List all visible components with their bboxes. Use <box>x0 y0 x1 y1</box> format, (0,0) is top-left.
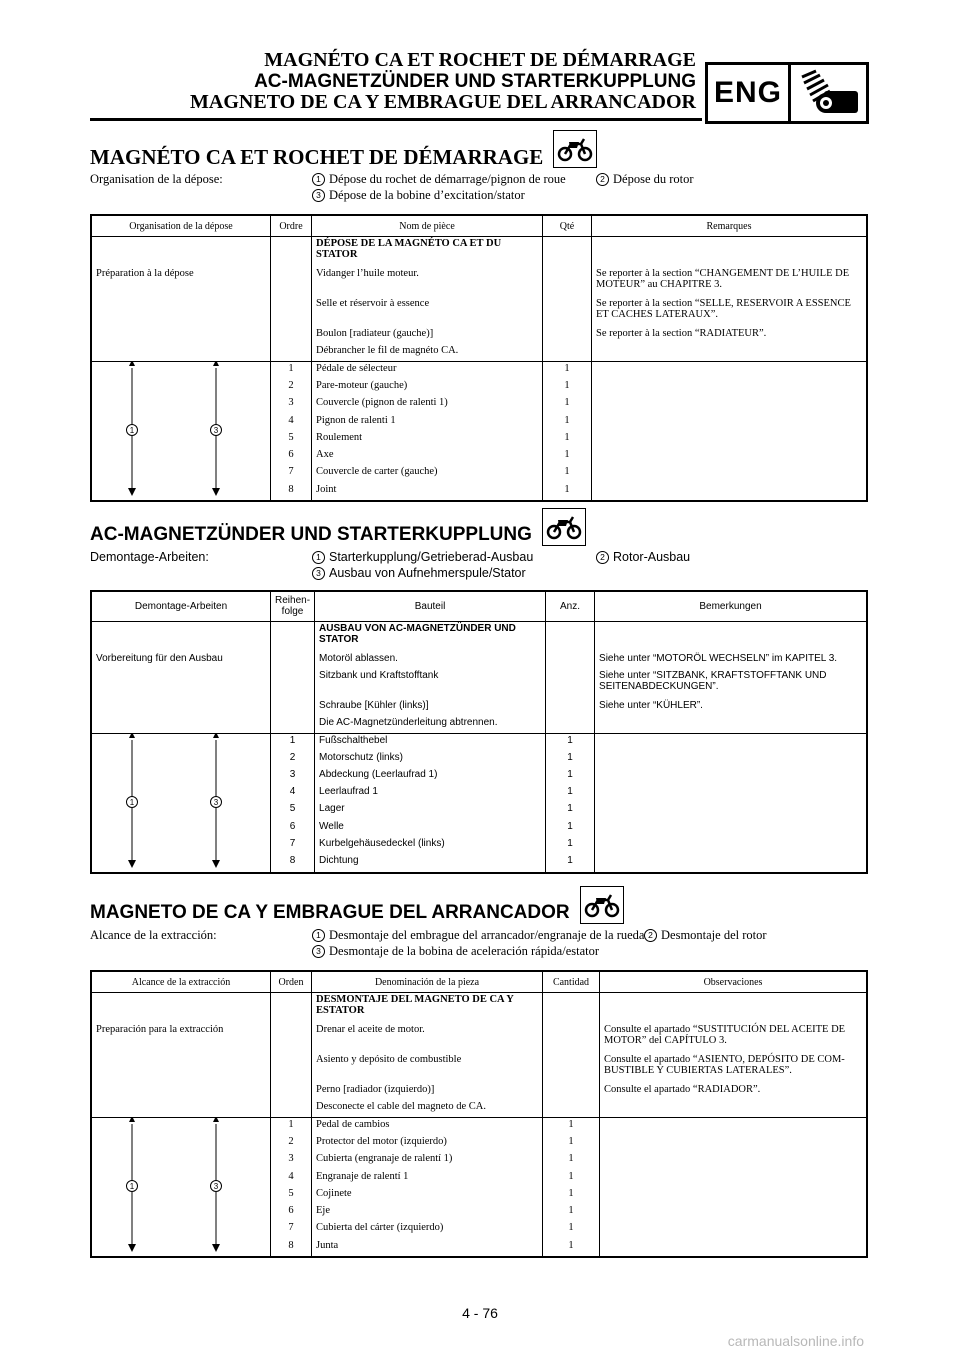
motorcycle-icon <box>580 886 624 924</box>
table-row: 5 Roulement 1 <box>91 431 867 448</box>
eng-badge-label: ENG <box>708 65 791 121</box>
arrow-label-3: 3 <box>213 797 219 807</box>
eng-badge <box>705 62 869 124</box>
header-rule <box>90 118 702 121</box>
motorcycle-icon <box>542 508 586 546</box>
table-row: 5 Cojinete 1 <box>91 1187 867 1204</box>
step-3: 3 Dépose de la bobine d’excitation/stator <box>312 188 525 203</box>
table-row: Vorbereitung für den Ausbau Motoröl ablassen. Siehe unter “MOTORÖL WECHSELN” im KAPITEL 3. <box>91 652 867 669</box>
arrow-label-1: 1 <box>129 1182 135 1191</box>
table-row: 2 Pare-moteur (gauche) 1 <box>91 379 867 396</box>
section-title: AC-MAGNETZÜNDER UND STARTERKUPPLUNG <box>90 524 532 545</box>
table-row: 7 Cubierta del cárter (izquierdo) 1 <box>91 1221 867 1238</box>
removal-steps <box>90 172 868 208</box>
table-row: Schraube [Kühler (links)] Siehe unter “KÜHLER”. <box>91 699 867 716</box>
table-row: 1 3 1 Fußschalthebel 1 <box>91 733 867 751</box>
table-row: 4 Engranaje de ralentí 1 1 <box>91 1170 867 1187</box>
removal-order-arrows <box>91 362 271 502</box>
table-row: 4 Pignon de ralenti 1 1 <box>91 414 867 431</box>
page-header-titles <box>190 50 696 113</box>
watermark: carmanualsonline.info <box>727 1333 864 1349</box>
table-row: 2 Protector del motor (izquierdo) 1 <box>91 1135 867 1152</box>
page-number: 4 - 76 <box>462 1305 498 1321</box>
table-row: DÉPOSE DE LA MAGNÉTO CA ET DU STATOR <box>91 237 867 268</box>
removal-steps <box>90 928 868 964</box>
step-3: 3 Desmontaje de la bobina de aceleración rápida/estator <box>312 944 599 959</box>
arrow-label-3: 3 <box>213 426 219 435</box>
header-title-es: MAGNETO DE CA Y EMBRAGUE DEL ARRANCADOR <box>190 91 696 113</box>
removal-order-arrows <box>91 1118 271 1258</box>
steps-label: Alcance de la extracción: <box>90 928 217 942</box>
step-1: 1 Starterkupplung/Getrieberad-Ausbau <box>312 550 533 564</box>
steps-label: Organisation de la dépose: <box>90 172 223 186</box>
section-de <box>90 502 868 867</box>
step-1: 1 Desmontaje del embrague del arrancador/engranaje de la rueda <box>312 928 644 943</box>
table-row: Selle et réservoir à essence Se reporter à la section “SELLE, RESERVOIR A ESSENCE ET CACHES LATERAUX”. <box>91 297 867 327</box>
table-row: 5 Lager 1 <box>91 802 867 819</box>
table-row: 8 Dichtung 1 <box>91 854 867 872</box>
arrow-label-1: 1 <box>129 797 135 807</box>
table-header: Organisation de la dépose Ordre Nom de pièce Qté Remarques <box>91 215 867 237</box>
table-row: Boulon [radiateur (gauche)] Se reporter à la section “RADIATEUR”. <box>91 327 867 344</box>
removal-steps <box>90 550 868 586</box>
section-es <box>90 880 868 1251</box>
parts-table <box>90 214 868 502</box>
table-row: 6 Axe 1 <box>91 448 867 465</box>
table-row: 8 Junta 1 <box>91 1239 867 1257</box>
steps-label: Demontage-Arbeiten: <box>90 550 209 564</box>
section-fr <box>90 124 868 495</box>
arrow-label-1: 1 <box>129 426 135 435</box>
header-title-de: AC-MAGNETZÜNDER UND STARTERKUPPLUNG <box>254 71 696 92</box>
step-3: 3 Ausbau von Aufnehmerspule/Stator <box>312 566 526 580</box>
step-2: 2 Rotor-Ausbau <box>596 550 690 564</box>
table-row: 6 Eje 1 <box>91 1204 867 1221</box>
step-2: 2 Dépose du rotor <box>596 172 694 187</box>
table-row: Die AC-Magnetzünderleitung abtrennen. <box>91 716 867 734</box>
table-row: AUSBAU VON AC-MAGNETZÜNDER UND STATOR <box>91 621 867 652</box>
step-1: 1 Dépose du rochet de démarrage/pignon de roue <box>312 172 566 187</box>
table-row: 6 Welle 1 <box>91 820 867 837</box>
table-header: Alcance de la extracción Orden Denominación de la pieza Cantidad Observaciones <box>91 971 867 993</box>
table-row: Asiento y depósito de combustible Consulte el apartado “ASIENTO, DEPÓSITO DE COM-BUSTIBLE Y CUBIERTAS LATERALES”. <box>91 1053 867 1083</box>
removal-order-arrows <box>91 733 271 873</box>
table-row: DESMONTAJE DEL MAGNETO DE CA Y ESTATOR <box>91 993 867 1024</box>
table-row: 1 3 1 Pedal de cambios 1 <box>91 1118 867 1136</box>
parts-table <box>90 590 868 874</box>
section-title: MAGNETO DE CA Y EMBRAGUE DEL ARRANCADOR <box>90 902 570 923</box>
table-row: 1 3 1 Pédale de sélecteur 1 <box>91 362 867 380</box>
table-row: Preparación para la extracción Drenar el aceite de motor. Consulte el apartado “SUSTITUCIÓN DEL ACEITE DE MOTOR” del CAPÍTULO 3. <box>91 1023 867 1053</box>
step-2: 2 Desmontaje del rotor <box>644 928 767 943</box>
table-row: 7 Kurbelgehäusedeckel (links) 1 <box>91 837 867 854</box>
table-row: Desconecte el cable del magneto de CA. <box>91 1100 867 1118</box>
table-row: 4 Leerlaufrad 1 1 <box>91 785 867 802</box>
parts-table <box>90 970 868 1258</box>
table-row: 3 Cubierta (engranaje de ralentí 1) 1 <box>91 1152 867 1169</box>
table-header: Demontage-Arbeiten Reihen-folge Bauteil Anz. Bemerkungen <box>91 591 867 621</box>
table-row: 2 Motorschutz (links) 1 <box>91 751 867 768</box>
header-title-fr: MAGNÉTO CA ET ROCHET DE DÉMARRAGE <box>264 49 696 71</box>
table-row: Perno [radiador (izquierdo)] Consulte el apartado “RADIADOR”. <box>91 1083 867 1100</box>
table-row: 8 Joint 1 <box>91 483 867 501</box>
table-row: Débrancher le fil de magnéto CA. <box>91 344 867 362</box>
table-row: Préparation à la dépose Vidanger l’huile moteur. Se reporter à la section “CHANGEMENT DE L’HUILE DE MOTEUR” au CHAPITRE 3. <box>91 267 867 297</box>
table-row: 3 Couvercle (pignon de ralenti 1) 1 <box>91 396 867 413</box>
section-title: MAGNÉTO CA ET ROCHET DE DÉMARRAGE <box>90 145 544 169</box>
table-row: 7 Couvercle de carter (gauche) 1 <box>91 465 867 482</box>
engine-spring-icon <box>791 65 866 121</box>
table-row: 3 Abdeckung (Leerlaufrad 1) 1 <box>91 768 867 785</box>
table-row: Sitzbank und Kraftstofftank Siehe unter “SITZBANK, KRAFTSTOFFTANK UND SEITENABDECKUNGEN”. <box>91 669 867 699</box>
motorcycle-icon <box>553 130 597 168</box>
arrow-label-3: 3 <box>213 1182 219 1191</box>
